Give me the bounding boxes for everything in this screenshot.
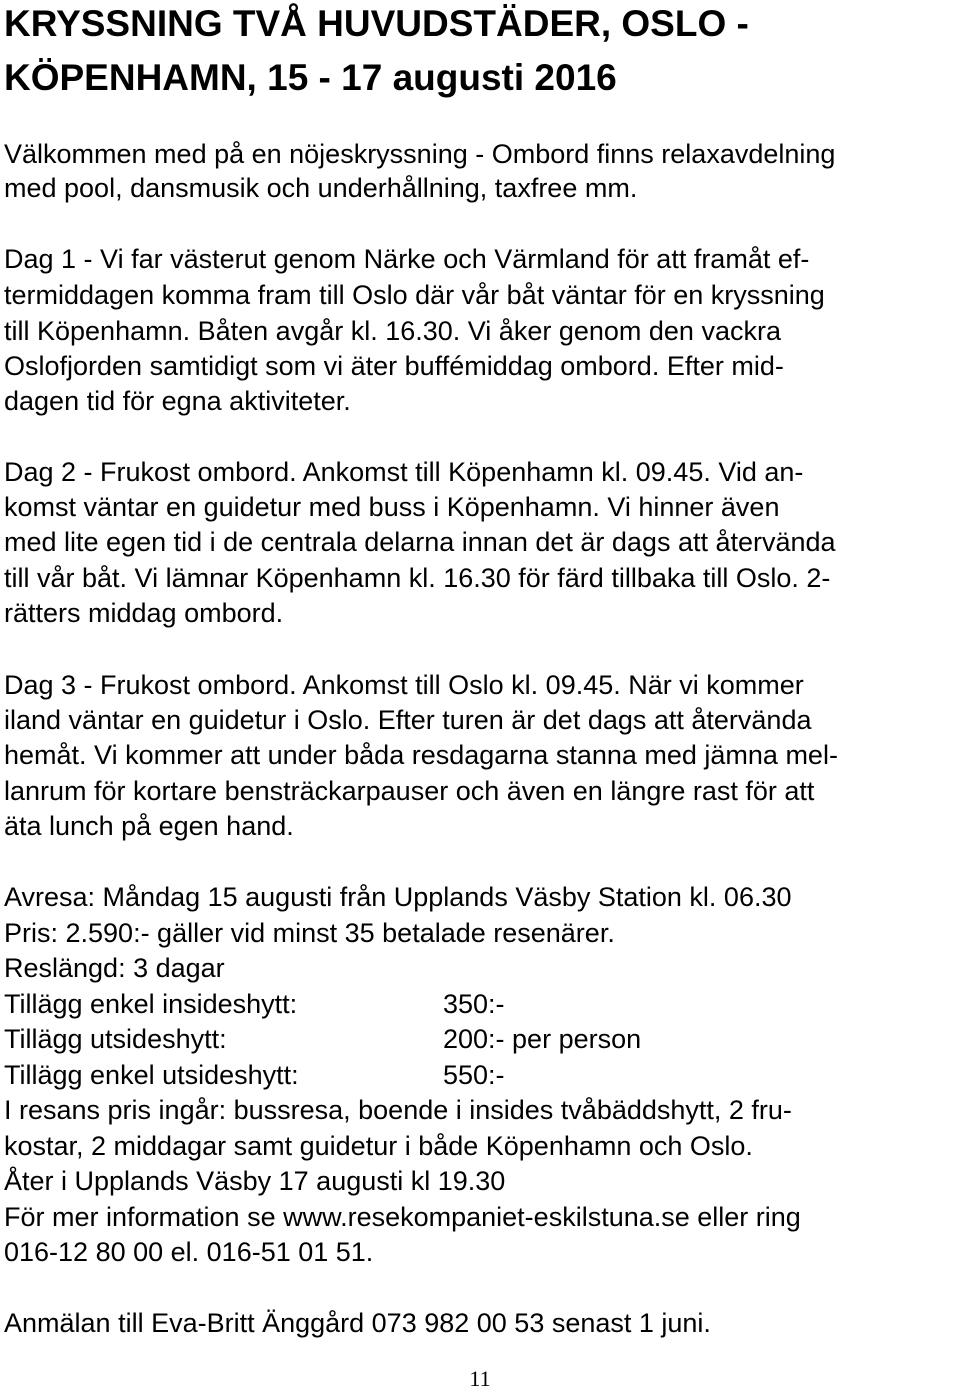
day2-line-4: till vår båt. Vi lämnar Köpenhamn kl. 16.30 för färd tillbaka till Oslo. 2- <box>4 563 831 593</box>
info-line-1: För mer information se www.resekompaniet-eskilstuna.se eller ring <box>4 1202 801 1232</box>
return-line: Åter i Upplands Väsby 17 augusti kl 19.30 <box>4 1166 506 1196</box>
day2-line-5: rätters middag ombord. <box>4 598 284 628</box>
title-line-1: KRYSSNING TVÅ HUVUDSTÄDER, OSLO - <box>4 3 749 44</box>
day2-line-1: Dag 2 - Frukost ombord. Ankomst till Köpenhamn kl. 09.45. Vid an- <box>4 457 804 487</box>
day1-line-4: Oslofjorden samtidigt som vi äter buffémiddag ombord. Efter mid- <box>4 351 784 381</box>
page-number: 11 <box>469 1366 491 1391</box>
day1-line-2: termiddagen komma fram till Oslo där vår båt väntar för en kryssning <box>4 280 825 310</box>
supplement-value: 350:- <box>443 989 505 1019</box>
info-line-2: 016-12 80 00 el. 016-51 01 51. <box>4 1237 374 1267</box>
trip-length-line: Reslängd: 3 dagar <box>4 953 225 983</box>
title-line-2: KÖPENHAMN, 15 - 17 augusti 2016 <box>4 57 617 98</box>
day3-line-4: lanrum för kortare bensträckarpauser och även en längre rast för att <box>4 776 815 806</box>
supplement-label: Tillägg utsideshytt: <box>4 1024 227 1054</box>
supplement-row <box>4 1058 505 1092</box>
departure-line: Avresa: Måndag 15 augusti från Upplands Väsby Station kl. 06.30 <box>4 882 792 912</box>
included-line-2: kostar, 2 middagar samt guidetur i både Köpenhamn och Oslo. <box>4 1131 753 1161</box>
supplement-label: Tillägg enkel insideshytt: <box>4 989 298 1019</box>
day2-line-3: med lite egen tid i de centrala delarna innan det är dags att återvända <box>4 527 836 557</box>
day3-line-1: Dag 3 - Frukost ombord. Ankomst till Oslo kl. 09.45. När vi kommer <box>4 670 804 700</box>
day2-line-2: komst väntar en guidetur med buss i Köpenhamn. Vi hinner även <box>4 492 780 522</box>
supplement-row <box>4 1022 642 1056</box>
day1-line-1: Dag 1 - Vi far västerut genom Närke och Värmland för att framåt ef- <box>4 244 810 274</box>
supplement-value: 200:- per person <box>443 1024 642 1054</box>
day3-line-5: äta lunch på egen hand. <box>4 811 294 841</box>
day1-line-5: dagen tid för egna aktiviteter. <box>4 386 351 416</box>
intro-line-2: med pool, dansmusik och underhållning, taxfree mm. <box>4 173 638 203</box>
day3-line-2: iland väntar en guidetur i Oslo. Efter turen är det dags att återvända <box>4 705 812 735</box>
price-line: Pris: 2.590:- gäller vid minst 35 betalade resenärer. <box>4 918 615 948</box>
intro-line-1: Välkommen med på en nöjeskryssning - Ombord finns relaxavdelning <box>4 139 836 169</box>
supplement-value: 550:- <box>443 1060 505 1090</box>
supplement-row <box>4 987 505 1021</box>
day3-line-3: hemåt. Vi kommer att under båda resdagarna stanna med jämna mel- <box>4 740 838 770</box>
included-line-1: I resans pris ingår: bussresa, boende i insides tvåbäddshytt, 2 fru- <box>4 1095 792 1125</box>
registration-line: Anmälan till Eva-Britt Änggård 073 982 00 53 senast 1 juni. <box>4 1308 711 1338</box>
day1-line-3: till Köpenhamn. Båten avgår kl. 16.30. Vi åker genom den vackra <box>4 316 781 346</box>
supplement-label: Tillägg enkel utsideshytt: <box>4 1060 299 1090</box>
